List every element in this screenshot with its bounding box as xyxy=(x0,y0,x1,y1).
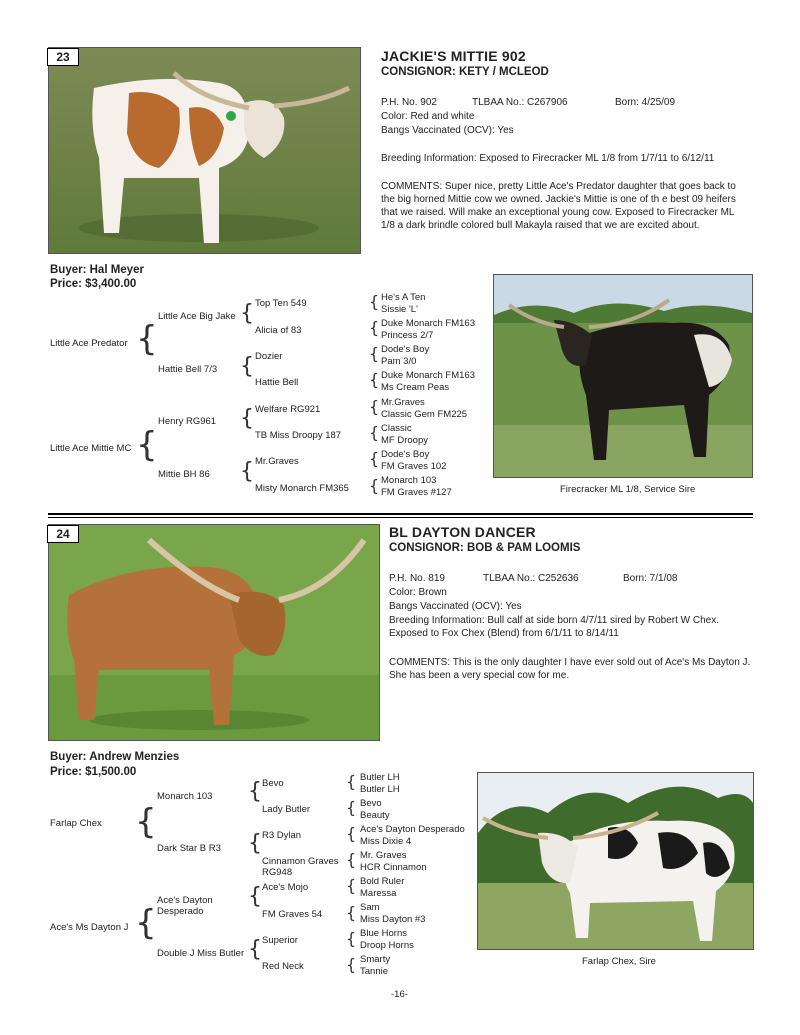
lot24-brace-dd: { xyxy=(248,937,262,962)
lot24-ped-g4-5: Miss Dixie 4 xyxy=(360,836,412,847)
lot23-brace-g3-7: { xyxy=(369,476,380,495)
lot24-brace-dam: { xyxy=(135,903,157,943)
lot24-ped-g4-1: Butler LH xyxy=(360,784,400,795)
lot23-cow-photo xyxy=(48,47,361,254)
lot23-ped-sd: Hattie Bell 7/3 xyxy=(158,364,218,375)
lot24-born: Born: 7/1/08 xyxy=(623,573,678,584)
lot23-brace-g3-3: { xyxy=(369,370,380,389)
page-number: -16- xyxy=(391,989,408,1000)
lot24-brace-g3-5: { xyxy=(346,903,357,922)
lot23-sire-photo xyxy=(493,274,753,478)
lot24-ped-dam: Ace's Ms Dayton J xyxy=(50,922,129,933)
lot24-consignor: CONSIGNOR: BOB & PAM LOOMIS xyxy=(389,542,581,554)
lot23-ped-g4-12: Dode's Boy xyxy=(381,449,430,460)
lot23-brace-g3-0: { xyxy=(369,292,380,311)
lot23-ped-ss: Little Ace Big Jake xyxy=(158,311,236,322)
lot23-ped-g3-1: Alicia of 83 xyxy=(255,325,302,336)
lot24-ped-sire: Farlap Chex xyxy=(50,818,102,829)
lot24-price: Price: $1,500.00 xyxy=(50,766,137,778)
lot24-ped-g4-13: Droop Horns xyxy=(360,940,414,951)
lot24-ped-sd: Dark Star B R3 xyxy=(157,843,221,854)
lot24-brace-g3-7: { xyxy=(346,955,357,974)
lot23-number: 23 xyxy=(47,48,79,66)
lot24-ped-g4-2: Bevo xyxy=(360,798,382,809)
lot24-brace-g3-3: { xyxy=(346,850,357,869)
lot23-name: JACKIE'S MITTIE 902 xyxy=(381,48,526,64)
lot23-ped-dam: Little Ace Mittie MC xyxy=(50,443,132,454)
lot24-sire-caption: Farlap Chex, Sire xyxy=(582,956,656,967)
lot23-ped-g4-6: Duke Monarch FM163 xyxy=(381,370,475,381)
lot24-ped-g4-11: Miss Dayton #3 xyxy=(360,914,426,925)
lot24-brace-g3-0: { xyxy=(346,772,357,791)
lot-divider-thin xyxy=(48,517,753,518)
lot23-ped-dd: Mittie BH 86 xyxy=(158,469,210,480)
lot23-brace-ds: { xyxy=(240,406,254,431)
lot24-ped-g3-3: Cinnamon Graves RG948 xyxy=(262,856,339,878)
lot23-ped-g4-9: Classic Gem FM225 xyxy=(381,409,468,420)
lot24-ped-g4-9: Maressa xyxy=(360,888,397,899)
lot23-ped-g4-15: FM Graves #127 xyxy=(381,487,452,498)
lot-divider xyxy=(48,513,753,515)
lot24-ped-ss: Monarch 103 xyxy=(157,791,213,802)
lot23-ped-g3-5: TB Miss Droopy 187 xyxy=(255,430,342,441)
lot24-ped-g4-15: Tannie xyxy=(360,966,388,977)
lot24-ped-g3-5: FM Graves 54 xyxy=(262,909,323,920)
lot24-ped-g4-7: HCR Cinnamon xyxy=(360,862,427,873)
lot24-ped-g4-0: Butler LH xyxy=(360,772,400,783)
lot23-ped-sire: Little Ace Predator xyxy=(50,338,128,349)
lot24-comments: COMMENTS: This is the only daughter I have ever sold out of Ace's Ms Dayton J. She has been a very special cow for me. xyxy=(389,657,751,681)
lot24-number: 24 xyxy=(47,525,79,543)
lot23-ped-g4-3: Princess 2/7 xyxy=(381,330,434,341)
lot24-cow-photo xyxy=(48,524,380,741)
lot23-consignor: CONSIGNOR: KETY / MCLEOD xyxy=(381,66,549,78)
lot24-color: Color: Brown xyxy=(389,587,447,598)
lot24-ped-g3-1: Lady Butler xyxy=(262,804,311,815)
lot24-ph: P.H. No. 819 xyxy=(389,573,445,584)
lot23-breeding: Breeding Information: Exposed to Firecracker ML 1/8 from 1/7/11 to 6/12/11 xyxy=(381,153,715,164)
lot24-brace-g3-6: { xyxy=(346,929,357,948)
lot24-ped-ds: Ace's Dayton Desperado xyxy=(157,895,213,917)
lot23-brace-g3-5: { xyxy=(369,423,380,442)
lot23-ped-g4-0: He's A Ten xyxy=(381,292,426,303)
lot23-ped-ds: Henry RG961 xyxy=(158,416,217,427)
lot23-ped-g3-3: Hattie Bell xyxy=(255,377,299,388)
lot23-bangs: Bangs Vaccinated (OCV): Yes xyxy=(381,125,514,136)
lot23-brace-sire: { xyxy=(136,319,158,359)
lot24-ped-g3-0: Bevo xyxy=(262,778,284,789)
lot23-ped-g3-4: Welfare RG921 xyxy=(255,404,321,415)
lot23-sire-caption: Firecracker ML 1/8, Service Sire xyxy=(560,484,696,495)
lot23-brace-dd: { xyxy=(240,459,254,484)
lot23-price: Price: $3,400.00 xyxy=(50,278,137,290)
lot23-ped-g3-2: Dozier xyxy=(255,351,283,362)
lot23-ped-g4-13: FM Graves 102 xyxy=(381,461,447,472)
lot23-ped-g4-5: Pam 3/0 xyxy=(381,356,417,367)
lot24-tlbaa: TLBAA No.: C252636 xyxy=(483,573,579,584)
lot24-ped-g4-3: Beauty xyxy=(360,810,390,821)
lot24-ped-g3-6: Superior xyxy=(262,935,298,946)
lot23-brace-sd: { xyxy=(240,354,254,379)
lot24-brace-sd: { xyxy=(248,831,262,856)
lot24-brace-g3-4: { xyxy=(346,876,357,895)
lot24-bangs: Bangs Vaccinated (OCV): Yes xyxy=(389,601,522,612)
lot24-breeding: Breeding Information: Bull calf at side born 4/7/11 sired by Robert W Chex. Exposed to Fox Chex (Blend) from 6/1/11 to 8/14/11 xyxy=(389,615,719,639)
lot23-ph: P.H. No. 902 xyxy=(381,97,437,108)
lot24-sire-photo xyxy=(477,772,754,950)
lot23-ped-g4-14: Monarch 103 xyxy=(381,475,437,486)
lot24-ped-g4-10: Sam xyxy=(360,902,380,913)
lot23-ped-g4-1: Sissie 'L' xyxy=(381,304,418,315)
lot24-ped-g4-8: Bold Ruler xyxy=(360,876,405,887)
lot24-ped-g4-12: Blue Horns xyxy=(360,928,407,939)
lot24-brace-g3-2: { xyxy=(346,824,357,843)
lot23-ped-g3-0: Top Ten 549 xyxy=(255,298,307,309)
lot23-brace-g3-2: { xyxy=(369,344,380,363)
lot23-ped-g4-7: Ms Cream Peas xyxy=(381,382,450,393)
lot24-ped-g4-4: Ace's Dayton Desperado xyxy=(360,824,465,835)
lot23-ped-g4-10: Classic xyxy=(381,423,412,434)
lot24-brace-ds: { xyxy=(248,884,262,909)
lot24-ped-g3-4: Ace's Mojo xyxy=(262,882,309,893)
lot23-ped-g4-4: Dode's Boy xyxy=(381,344,430,355)
lot24-buyer: Buyer: Andrew Menzies xyxy=(50,751,180,763)
lot24-name: BL DAYTON DANCER xyxy=(389,524,536,540)
lot23-ped-g3-6: Mr.Graves xyxy=(255,456,299,467)
lot23-ped-g4-2: Duke Monarch FM163 xyxy=(381,318,475,329)
lot23-brace-dam: { xyxy=(136,425,158,465)
lot24-brace-ss: { xyxy=(248,779,262,804)
lot24-brace-g3-1: { xyxy=(346,798,357,817)
lot24-ped-g3-2: R3 Dylan xyxy=(262,830,302,841)
lot23-brace-g3-6: { xyxy=(369,449,380,468)
lot24-ped-g4-6: Mr. Graves xyxy=(360,850,407,861)
lot24-brace-sire: { xyxy=(135,802,157,842)
lot23-brace-g3-1: { xyxy=(369,318,380,337)
lot23-brace-g3-4: { xyxy=(369,397,380,416)
lot23-ped-g4-11: MF Droopy xyxy=(381,435,428,446)
lot24-ped-g3-7: Red Neck xyxy=(262,961,304,972)
lot23-buyer: Buyer: Hal Meyer xyxy=(50,264,144,276)
lot24-ped-dd: Double J Miss Butler xyxy=(157,948,245,959)
lot24-ped-g4-14: Smarty xyxy=(360,954,391,965)
lot23-tlbaa: TLBAA No.: C267906 xyxy=(472,97,568,108)
lot23-comments: COMMENTS: Super nice, pretty Little Ace's Predator daughter that goes back to the big horned Mittie cow we owned. Jackie's Mittie is one of th e best 09 heifers that we raised. Will make an exceptional young cow. Exposed to Firecracker ML 1/8 a dark brindle colored bull Makayla raised that we are excited about. xyxy=(381,181,736,231)
lot23-ped-g4-8: Mr.Graves xyxy=(381,397,425,408)
lot23-color: Color: Red and white xyxy=(381,111,475,122)
lot23-ped-g3-7: Misty Monarch FM365 xyxy=(255,483,349,494)
lot23-born: Born: 4/25/09 xyxy=(615,97,676,108)
lot23-brace-ss: { xyxy=(240,301,254,326)
